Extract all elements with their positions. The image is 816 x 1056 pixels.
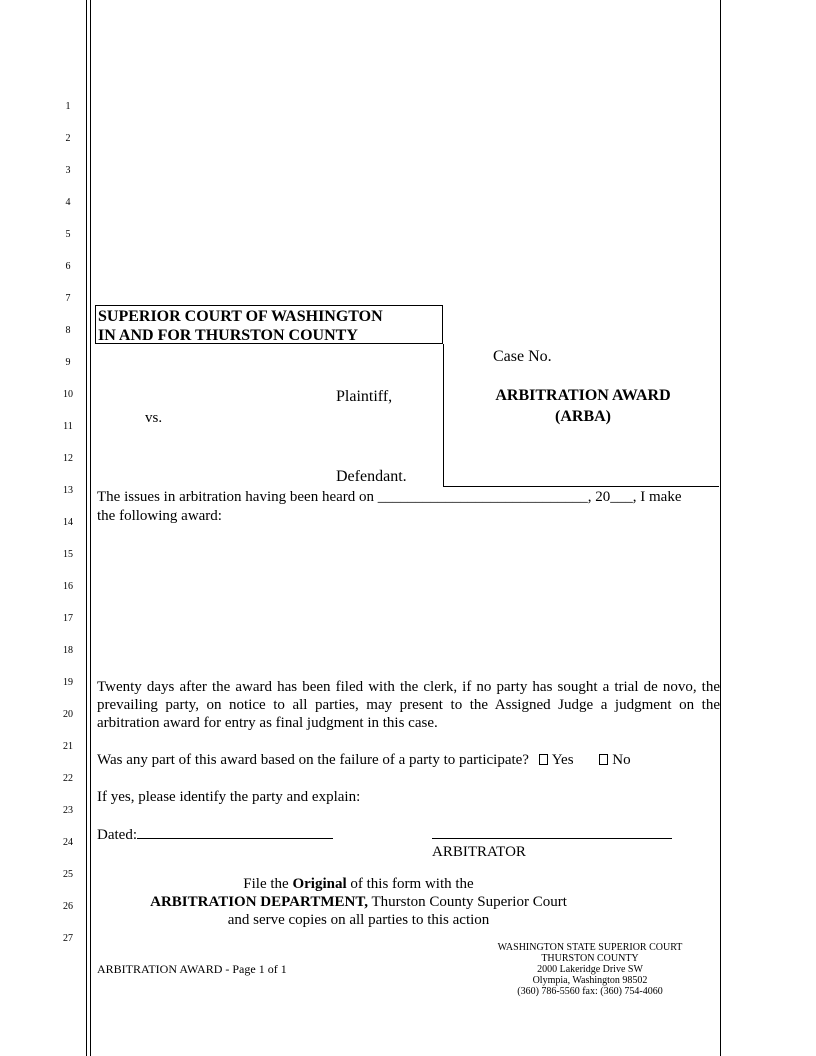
margin-rule-left-1 xyxy=(86,0,87,1056)
line-number: 18 xyxy=(63,645,73,656)
filing-line1 xyxy=(97,875,620,893)
defendant-label: Defendant. xyxy=(336,468,407,485)
line-number: 19 xyxy=(63,677,73,688)
line-number: 1 xyxy=(65,101,71,112)
margin-rule-left-2 xyxy=(90,0,91,1056)
intro-line2: the following award: xyxy=(97,508,222,524)
dated-label: Dated: xyxy=(97,827,137,843)
line-number: 17 xyxy=(63,613,73,624)
case-no-label: Case No. xyxy=(493,348,552,365)
line-number: 4 xyxy=(65,197,71,208)
document-code: (ARBA) xyxy=(555,408,611,425)
margin-rule-right xyxy=(720,0,721,1056)
filing-line2-post: Thurston County Superior Court xyxy=(367,894,567,910)
line-number: 9 xyxy=(65,357,71,368)
failure-question: Was any part of this award based on the failure of a party to participate? xyxy=(97,752,529,768)
line-number: 14 xyxy=(63,517,73,528)
footer-address xyxy=(470,942,710,997)
line-number: 8 xyxy=(65,325,71,336)
vs-label: vs. xyxy=(145,410,163,426)
line-number: 2 xyxy=(65,133,71,144)
footer-city: Olympia, Washington 98502 xyxy=(532,975,648,986)
line-number: 24 xyxy=(63,837,73,848)
footer-street: 2000 Lakeridge Drive SW xyxy=(537,964,643,975)
line-number: 3 xyxy=(65,165,71,176)
line-number: 6 xyxy=(65,261,71,272)
court-name-box xyxy=(95,305,443,344)
caption-divider-vertical xyxy=(443,344,444,486)
twenty-days-paragraph: Twenty days after the award has been filed with the clerk, if no party has sought a trial de novo, the prevailing party, on notice to all parties, may present to the Assigned Judge a judgment on the arbitration award for entry as final judgment in this case. xyxy=(97,679,720,731)
filing-line2 xyxy=(97,893,620,911)
footer-phone: (360) 786-5560 fax: (360) 754-4060 xyxy=(517,986,663,997)
line-number: 25 xyxy=(63,869,73,880)
dated-row xyxy=(97,824,333,844)
caption-divider-horizontal xyxy=(443,486,719,487)
filing-line2-bold: ARBITRATION DEPARTMENT, xyxy=(150,894,368,910)
line-number: 7 xyxy=(65,293,71,304)
filing-line1-pre: File the xyxy=(243,876,293,892)
filing-line1-post: of this form with the xyxy=(346,876,474,892)
line-number: 12 xyxy=(63,453,73,464)
arbitrator-label: ARBITRATOR xyxy=(432,844,526,860)
line-number: 13 xyxy=(63,485,73,496)
no-checkbox-icon[interactable] xyxy=(599,754,608,765)
dated-signature-line[interactable] xyxy=(137,824,333,839)
intro-line1: The issues in arbitration having been heard on ____________________________, 20___, I make xyxy=(97,489,682,505)
yes-label: Yes xyxy=(551,752,574,768)
line-number: 16 xyxy=(63,581,73,592)
line-number: 10 xyxy=(63,389,73,400)
line-number: 27 xyxy=(63,933,73,944)
if-yes-label: If yes, please identify the party and explain: xyxy=(97,789,361,805)
filing-line1-bold: Original xyxy=(292,876,347,892)
court-name-line2: IN AND FOR THURSTON COUNTY xyxy=(98,327,358,344)
failure-question-row xyxy=(97,751,631,769)
line-number: 5 xyxy=(65,229,71,240)
arbitrator-signature-line[interactable] xyxy=(432,838,672,839)
line-number: 22 xyxy=(63,773,73,784)
footer-court-name: WASHINGTON STATE SUPERIOR COURT xyxy=(497,942,683,953)
plaintiff-label: Plaintiff, xyxy=(336,388,393,405)
line-number: 20 xyxy=(63,709,73,720)
footer-page-label: ARBITRATION AWARD - Page 1 of 1 xyxy=(97,962,287,976)
no-label: No xyxy=(612,752,631,768)
line-number: 26 xyxy=(63,901,73,912)
line-number: 21 xyxy=(63,741,73,752)
footer-county: THURSTON COUNTY xyxy=(541,953,639,964)
line-number: 15 xyxy=(63,549,73,560)
filing-line3: and serve copies on all parties to this action xyxy=(227,912,490,928)
line-number: 11 xyxy=(63,421,73,432)
yes-checkbox-icon[interactable] xyxy=(539,754,548,765)
document-title: ARBITRATION AWARD xyxy=(495,387,671,404)
line-number: 23 xyxy=(63,805,73,816)
court-name-line1: SUPERIOR COURT OF WASHINGTON xyxy=(98,308,383,325)
